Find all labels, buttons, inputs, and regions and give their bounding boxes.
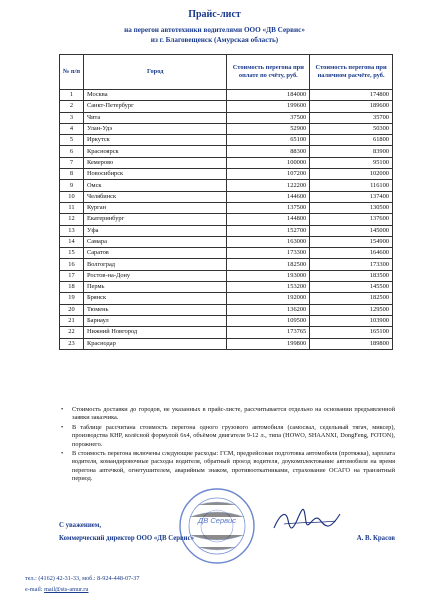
note-text: В стоимость перегона включены следующие расходы: ГСМ, предрейсовая подготовка автомобиля (протяжка), зарплата водителя, командировочные расходы водителя, обратный проезд водителя, доукомплектование автомобиля на время перегона аптечкой, огнетушителем, аварийным знаком, противооткатниками, страхование ОСАГО на транзитный период. <box>72 450 395 483</box>
cell-cash: 130500 <box>310 202 393 213</box>
cell-num: 22 <box>60 327 84 338</box>
cell-cashless: 173765 <box>227 327 310 338</box>
cell-cashless: 199600 <box>227 101 310 112</box>
cell-num: 4 <box>60 123 84 134</box>
header-num: № п/п <box>60 55 84 90</box>
cell-num: 6 <box>60 146 84 157</box>
cell-city: Красноярск <box>83 146 227 157</box>
cell-num: 16 <box>60 259 84 270</box>
cell-num: 14 <box>60 236 84 247</box>
bullet-icon: • <box>61 450 64 458</box>
note-text: Стоимость доставки до городов, не указанных в прайс-листе, рассчитывается отдельно на основании предъявленной заявки заказчика. <box>72 406 395 422</box>
header-cash: Стоимость перегона при наличном расчёте, руб. <box>310 55 393 90</box>
cell-cashless: 136200 <box>227 304 310 315</box>
note-item <box>59 406 395 423</box>
cell-num: 12 <box>60 214 84 225</box>
table-row <box>60 270 393 281</box>
cell-cash: 189600 <box>310 101 393 112</box>
cell-num: 13 <box>60 225 84 236</box>
cell-city: Кемерово <box>83 157 227 168</box>
cell-num: 9 <box>60 180 84 191</box>
cell-num: 23 <box>60 338 84 349</box>
cell-cashless: 163000 <box>227 236 310 247</box>
table-row <box>60 90 393 101</box>
table-row <box>60 202 393 213</box>
bullet-icon: • <box>61 423 64 431</box>
cell-cash: 183500 <box>310 270 393 281</box>
table-row <box>60 282 393 293</box>
subtitle-line-1: на перегон автотехники водителями ООО «ДВ Сервис» <box>124 26 305 34</box>
note-item <box>59 424 395 449</box>
table-row <box>60 293 393 304</box>
table-row <box>60 304 393 315</box>
cell-num: 19 <box>60 293 84 304</box>
table-body <box>60 90 393 350</box>
cell-cash: 35700 <box>310 112 393 123</box>
table-row <box>60 327 393 338</box>
cell-city: Нижний Новгород <box>83 327 227 338</box>
cell-city: Краснодар <box>83 338 227 349</box>
table-row <box>60 236 393 247</box>
cell-num: 20 <box>60 304 84 315</box>
table-row <box>60 315 393 326</box>
cell-num: 1 <box>60 90 84 101</box>
cell-city: Курган <box>83 202 227 213</box>
cell-cashless: 122200 <box>227 180 310 191</box>
cell-city: Новосибирск <box>83 169 227 180</box>
cell-cashless: 109500 <box>227 315 310 326</box>
cell-cashless: 192000 <box>227 293 310 304</box>
cell-city: Пермь <box>83 282 227 293</box>
cell-city: Челябинск <box>83 191 227 202</box>
cell-cash: 61800 <box>310 135 393 146</box>
cell-num: 17 <box>60 270 84 281</box>
cell-city: Санкт-Петербург <box>83 101 227 112</box>
cell-cash: 145500 <box>310 282 393 293</box>
cell-cashless: 144600 <box>227 191 310 202</box>
cell-cash: 189800 <box>310 338 393 349</box>
note-item <box>59 450 395 484</box>
notes-list <box>59 406 395 485</box>
cell-cash: 95100 <box>310 157 393 168</box>
cell-cashless: 37500 <box>227 112 310 123</box>
cell-num: 2 <box>60 101 84 112</box>
cell-cashless: 144800 <box>227 214 310 225</box>
table-row <box>60 191 393 202</box>
cell-city: Чита <box>83 112 227 123</box>
table-row <box>60 101 393 112</box>
cell-cash: 173300 <box>310 259 393 270</box>
cell-city: Самара <box>83 236 227 247</box>
cell-cashless: 107200 <box>227 169 310 180</box>
cell-cash: 103900 <box>310 315 393 326</box>
bullet-icon: • <box>61 406 64 413</box>
email-link[interactable]: mail@sts-amur.ru <box>44 586 89 593</box>
cell-cash: 50300 <box>310 123 393 134</box>
cell-cash: 116100 <box>310 180 393 191</box>
table-row <box>60 146 393 157</box>
greeting: С уважением, <box>59 522 102 529</box>
cell-city: Волгоград <box>83 259 227 270</box>
cell-cashless: 182500 <box>227 259 310 270</box>
cell-city: Омск <box>83 180 227 191</box>
signer-name: А. В. Красов <box>356 535 395 542</box>
cell-cashless: 88300 <box>227 146 310 157</box>
signer-position: Коммерческий директор ООО «ДВ Сервис» <box>59 535 194 542</box>
cell-city: Уфа <box>83 225 227 236</box>
header-cashless: Стоимость перегона при оплате по счёту, руб. <box>227 55 310 90</box>
cell-cashless: 65100 <box>227 135 310 146</box>
cell-city: Брянск <box>83 293 227 304</box>
cell-city: Саратов <box>83 248 227 259</box>
cell-cash: 137600 <box>310 214 393 225</box>
cell-cashless: 199800 <box>227 338 310 349</box>
cell-cashless: 153200 <box>227 282 310 293</box>
footer-email-line <box>25 586 88 593</box>
cell-city: Екатеринбург <box>83 214 227 225</box>
table-row <box>60 225 393 236</box>
cell-cashless: 100000 <box>227 157 310 168</box>
cell-num: 18 <box>60 282 84 293</box>
email-label: e-mail: <box>25 586 45 593</box>
cell-city: Иркутск <box>83 135 227 146</box>
table-row <box>60 259 393 270</box>
page-title: Прайс-лист <box>188 9 241 20</box>
cell-cash: 154900 <box>310 236 393 247</box>
stamp-center-text: ДВ Сервис <box>198 516 236 525</box>
cell-cashless: 173300 <box>227 248 310 259</box>
cell-cash: 83900 <box>310 146 393 157</box>
header-city: Город <box>83 55 227 90</box>
note-text: В таблице рассчитана стоимость перегона одного грузового автомобиля (самосвал, седельный тягач, миксер), производства КНР, колёсной формулой 6х4, объёмом двигателя 9-12 л., типа (HOWO, SHAANXI, DongFeng, FOTON), порожнего. <box>72 423 395 448</box>
cell-city: Улан-Удэ <box>83 123 227 134</box>
cell-num: 3 <box>60 112 84 123</box>
cell-num: 5 <box>60 135 84 146</box>
cell-cash: 174800 <box>310 90 393 101</box>
table-row <box>60 112 393 123</box>
table-header-row <box>60 55 393 90</box>
cell-cashless: 184000 <box>227 90 310 101</box>
cell-cash: 164600 <box>310 248 393 259</box>
cell-cashless: 52900 <box>227 123 310 134</box>
company-stamp <box>178 487 256 565</box>
cell-city: Ростов-на-Дону <box>83 270 227 281</box>
cell-num: 15 <box>60 248 84 259</box>
cell-num: 11 <box>60 202 84 213</box>
subtitle-line-2: из г. Благовещенск (Амурская область) <box>150 36 279 44</box>
table-row <box>60 135 393 146</box>
cell-cash: 137400 <box>310 191 393 202</box>
footer-phones: тел.: (4162) 42-31-33, моб.: 8-924-448-07-37 <box>25 575 140 582</box>
cell-num: 7 <box>60 157 84 168</box>
cell-cash: 182500 <box>310 293 393 304</box>
cell-cash: 145000 <box>310 225 393 236</box>
cell-cash: 129500 <box>310 304 393 315</box>
cell-city: Москва <box>83 90 227 101</box>
cell-cashless: 152700 <box>227 225 310 236</box>
cell-cashless: 137500 <box>227 202 310 213</box>
cell-city: Барнаул <box>83 315 227 326</box>
handwritten-signature <box>270 506 345 536</box>
table-row <box>60 214 393 225</box>
cell-num: 21 <box>60 315 84 326</box>
cell-cash: 102000 <box>310 169 393 180</box>
cell-cash: 165100 <box>310 327 393 338</box>
table-row <box>60 248 393 259</box>
cell-num: 8 <box>60 169 84 180</box>
table-row <box>60 338 393 349</box>
table-row <box>60 180 393 191</box>
cell-num: 10 <box>60 191 84 202</box>
cell-cashless: 193000 <box>227 270 310 281</box>
price-table <box>59 54 393 350</box>
table-row <box>60 169 393 180</box>
table-row <box>60 123 393 134</box>
table-row <box>60 157 393 168</box>
cell-city: Тюмень <box>83 304 227 315</box>
